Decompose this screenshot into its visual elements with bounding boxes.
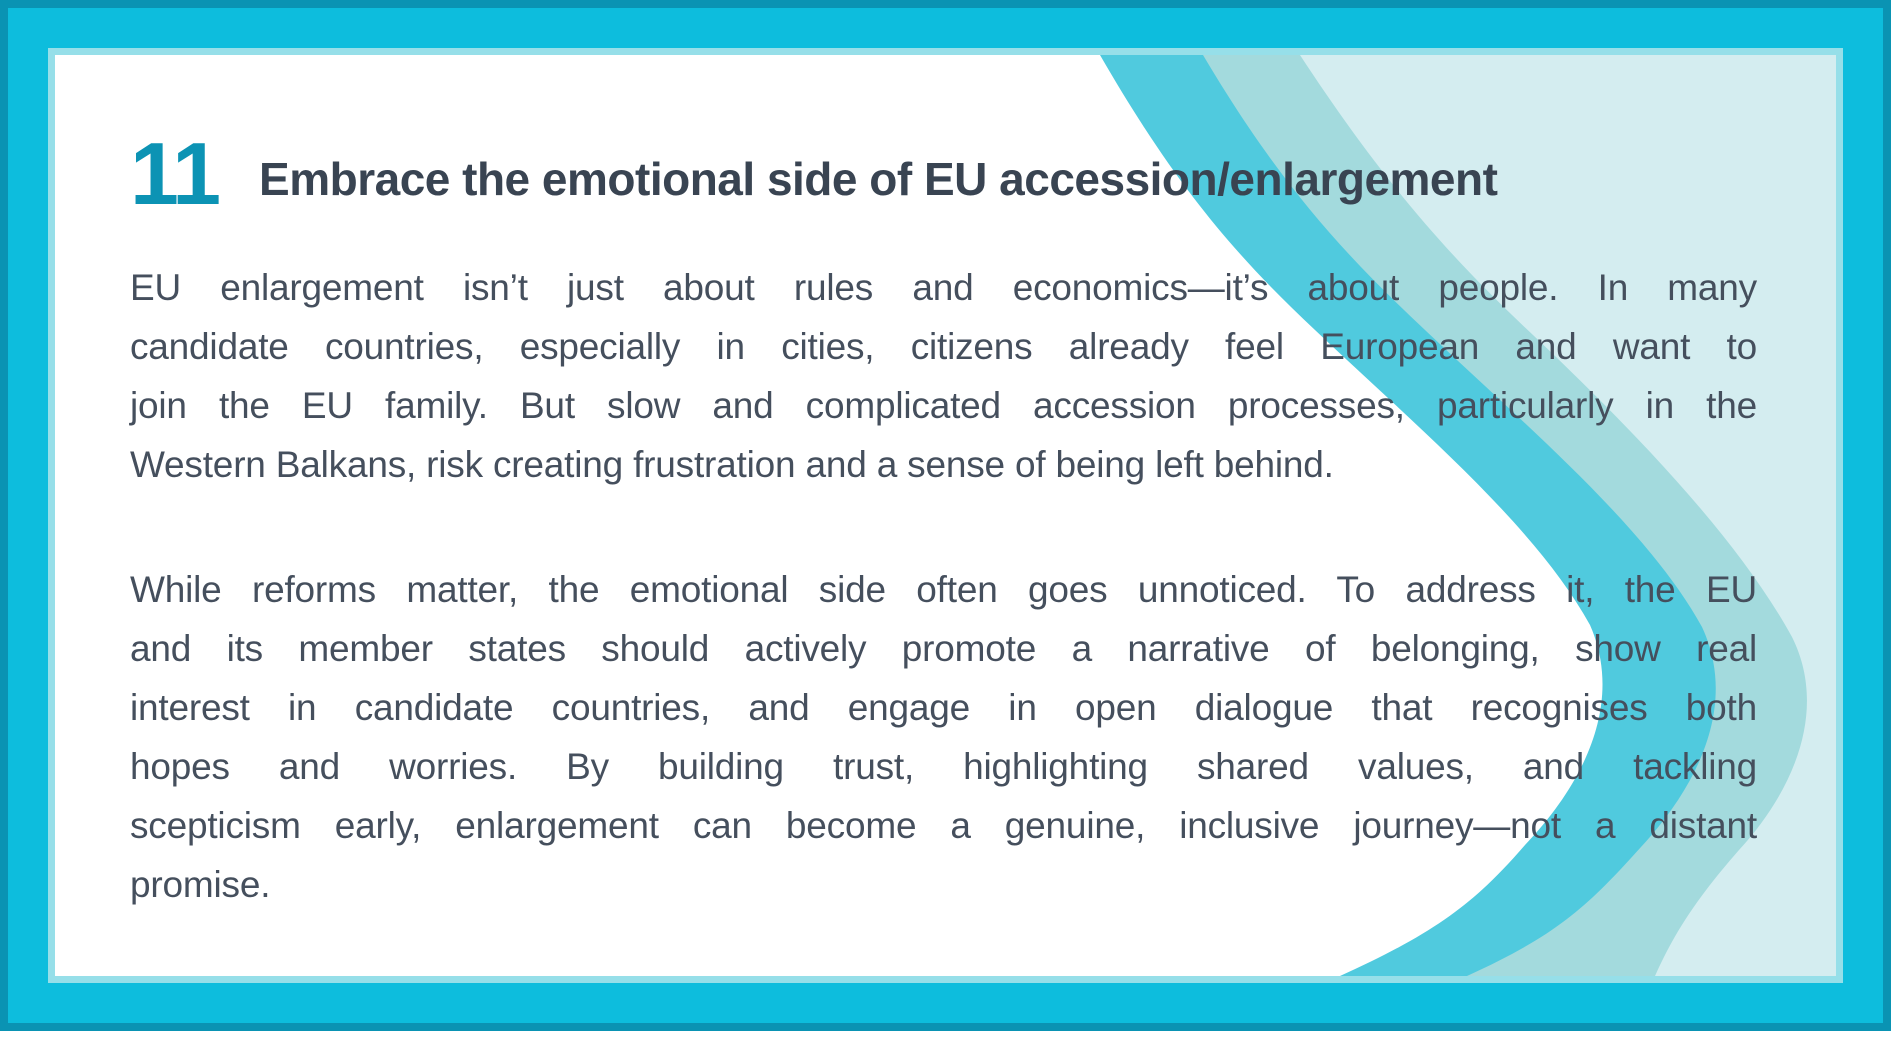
- body-line: Western Balkans, risk creating frustration and a sense of being left behind.: [130, 444, 1334, 485]
- body-line: While reforms matter, the emotional side often goes unnoticed. To address it, the EU: [130, 569, 1757, 610]
- body-text: [130, 258, 1757, 914]
- section-number: 11: [130, 124, 220, 223]
- text-column: [55, 55, 1836, 914]
- paragraph-2: [130, 560, 1757, 914]
- body-line: interest in candidate countries, and engage in open dialogue that recognises both: [130, 687, 1757, 728]
- body-line: candidate countries, especially in cities, citizens already feel European and want to: [130, 326, 1757, 367]
- body-line: join the EU family. But slow and complicated accession processes, particularly in the: [130, 385, 1757, 426]
- body-line: scepticism early, enlargement can become a genuine, inclusive journey—not a distant: [130, 805, 1757, 846]
- body-line: EU enlargement isn’t just about rules and economics—it’s about people. In many: [130, 267, 1757, 308]
- section-title: Embrace the emotional side of EU accession/enlargement: [259, 153, 1498, 205]
- body-line: hopes and worries. By building trust, highlighting shared values, and tackling: [130, 746, 1757, 787]
- section-header: [130, 124, 1836, 223]
- slide-content-area: [48, 48, 1843, 983]
- body-line: promise.: [130, 864, 271, 905]
- body-line: and its member states should actively promote a narrative of belonging, show real: [130, 628, 1757, 669]
- paragraph-1: [130, 258, 1757, 494]
